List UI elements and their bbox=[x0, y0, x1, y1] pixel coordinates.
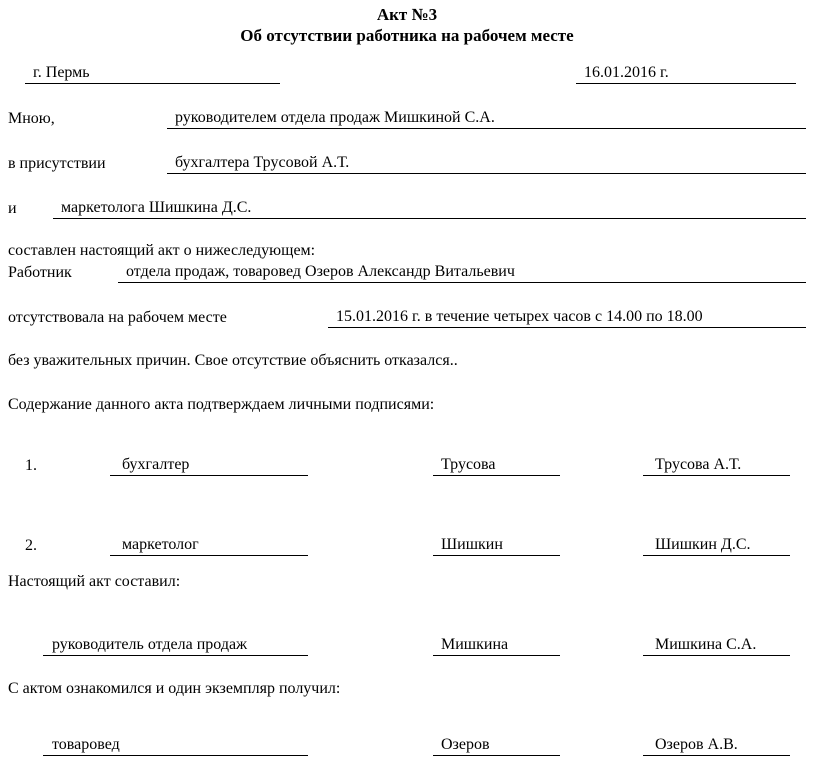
signature-row-2-number: 2. bbox=[25, 537, 37, 554]
signature-row-1-signature-field: Трусова bbox=[433, 454, 560, 476]
document-subtitle: Об отсутствии работника на рабочем месте bbox=[240, 26, 574, 45]
signature-row-1-name-field: Трусова А.Т. bbox=[643, 454, 790, 476]
worker-row bbox=[8, 261, 806, 283]
date-field: 16.01.2016 г. bbox=[576, 62, 796, 84]
document-header bbox=[8, 4, 806, 46]
intro-line: составлен настоящий акт о нижеследующем: bbox=[8, 242, 316, 259]
presence-row bbox=[8, 152, 806, 174]
receiver-row bbox=[8, 734, 806, 756]
composer-name-field: Мишкина С.А. bbox=[643, 634, 790, 656]
place-field: г. Пермь bbox=[25, 62, 280, 84]
signature-row-2-position-field: маркетолог bbox=[110, 534, 308, 556]
signature-row-1 bbox=[8, 454, 806, 476]
receiver-signature-field: Озеров bbox=[433, 734, 560, 756]
received-line: С актом ознакомился и один экземпляр получил: bbox=[8, 680, 341, 697]
receiver-position-field: товаровед bbox=[43, 734, 308, 756]
place-date-row bbox=[8, 62, 806, 84]
confirm-line: Содержание данного акта подтверждаем личными подписями: bbox=[8, 396, 435, 413]
by-label: Мною, bbox=[8, 110, 55, 127]
signature-row-2-name-field: Шишкин Д.С. bbox=[643, 534, 790, 556]
signature-row-2 bbox=[8, 534, 806, 556]
absence-label: отсутствовала на рабочем месте bbox=[8, 309, 227, 326]
and-label: и bbox=[8, 200, 17, 217]
presence-field: бухгалтера Трусовой А.Т. bbox=[167, 152, 806, 174]
composer-row bbox=[8, 634, 806, 656]
composed-line: Настоящий акт составил: bbox=[8, 573, 181, 590]
by-field: руководителем отдела продаж Мишкиной С.А. bbox=[167, 107, 806, 129]
worker-label: Работник bbox=[8, 264, 72, 281]
absence-row bbox=[8, 306, 806, 328]
signature-row-1-position-field: бухгалтер bbox=[110, 454, 308, 476]
signature-row-2-signature-field: Шишкин bbox=[433, 534, 560, 556]
signature-row-1-number: 1. bbox=[25, 457, 37, 474]
composer-signature-field: Мишкина bbox=[433, 634, 560, 656]
presence-label: в присутствии bbox=[8, 155, 106, 172]
and-field: маркетолога Шишкина Д.С. bbox=[53, 197, 806, 219]
by-row bbox=[8, 107, 806, 129]
worker-field: отдела продаж, товаровед Озеров Александр Витальевич bbox=[118, 261, 806, 283]
reason-line: без уважительных причин. Свое отсутствие объяснить отказался.. bbox=[8, 352, 458, 369]
document-title: Акт №3 bbox=[376, 5, 438, 24]
and-row bbox=[8, 197, 806, 219]
receiver-name-field: Озеров А.В. bbox=[643, 734, 790, 756]
composer-position-field: руководитель отдела продаж bbox=[43, 634, 308, 656]
absence-field: 15.01.2016 г. в течение четырех часов с 14.00 по 18.00 bbox=[328, 306, 806, 328]
